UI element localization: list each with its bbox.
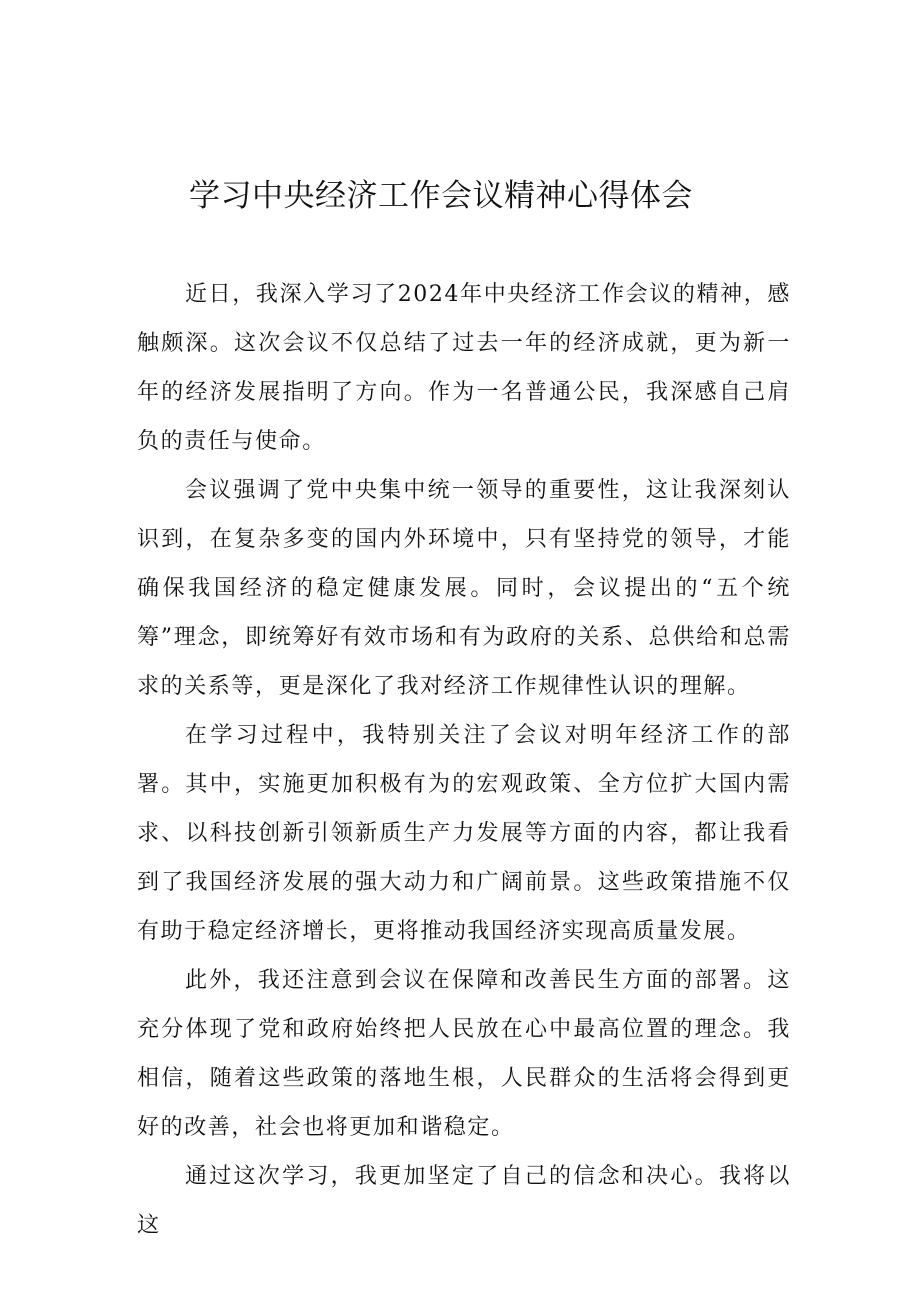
paragraph-5: 通过这次学习，我更加坚定了自己的信念和决心。我将以这	[137, 1164, 791, 1238]
paragraph-4: 此外，我还注意到会议在保障和改善民生方面的部署。这充分体现了党和政府始终把人民放在心中最高位置的理念。我相信，随着这些政策的落地生根，人民群众的生活将会得到更好的改善，社会也将更加和谐稳定。	[137, 968, 791, 1140]
paragraph-1: 近日，我深入学习了2024年中央经济工作会议的精神，感触颇深。这次会议不仅总结了过去一年的经济成就，更为新一年的经济发展指明了方向。作为一名普通公民，我深感自己肩负的责任与使命。	[137, 282, 791, 454]
paragraph-3: 在学习过程中，我特别关注了会议对明年经济工作的部署。其中，实施更加积极有为的宏观政策、全方位扩大国内需求、以科技创新引领新质生产力发展等方面的内容，都让我看到了我国经济发展的强大动力和广阔前景。这些政策措施不仅有助于稳定经济增长，更将推动我国经济实现高质量发展。	[137, 723, 791, 944]
document-body	[137, 270, 791, 1250]
paragraph-2: 会议强调了党中央集中统一领导的重要性，这让我深刻认识到，在复杂多变的国内外环境中，只有坚持党的领导，才能确保我国经济的稳定健康发展。同时，会议提出的“五个统筹”理念，即统筹好有效市场和有为政府的关系、总供给和总需求的关系等，更是深化了我对经济工作规律性认识的理解。	[137, 478, 791, 699]
document-title: 学习中央经济工作会议精神心得体会	[189, 178, 693, 214]
